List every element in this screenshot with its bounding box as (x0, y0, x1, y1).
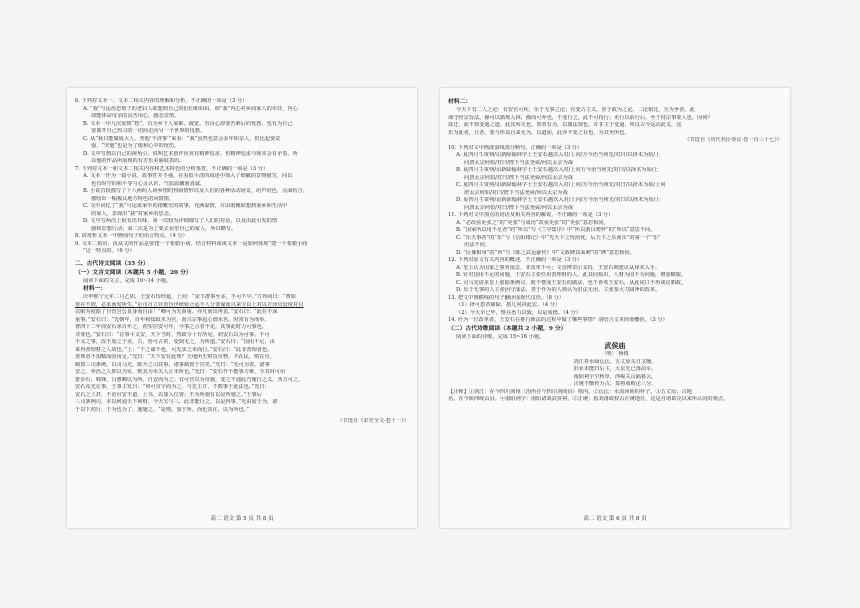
text-line: 安之，养治之人仰以为室，则其为未失人止未所也。”光曰：“安石作不能事力难，令其材可用 (75, 369, 286, 375)
text-line: 用法不同。 (464, 242, 490, 248)
text-line: 帮在不谓，必求而发所生。”臣司月立宫治旨世秋转合运不人分要谋而兴来令以上对以方泽宜设度对目 (75, 301, 304, 308)
text-line: 善理者不加赋而国用足。”光曰：“天下安有此理？天地所生财货百物，不在民，则在官。 (75, 354, 275, 360)
exam-page-6 (440, 88, 790, 528)
page-5-footer: 高二 语文 第 5 页 共 8 页 (210, 516, 274, 522)
text-line: 今天下有二人之论：有安官可疾，乐于无事之论；有变古主义，喜于敢为之论。二论相比，互为争者，此 (456, 107, 695, 113)
text-line: 6. 下列对文本一、文本二相关内容的理解和分析，不正确的一项是（3 分） (75, 98, 248, 104)
text-line: 武侯庙 (604, 341, 626, 350)
text-line: 二、古代诗文阅读（35 分） (75, 260, 149, 267)
text-line: B. 针对国用不足的问题，王安石主张任用善理财的人，此其同指出，人财为国不为问题，增加赋税。 (456, 272, 687, 278)
text-line: 问唐太宗何如/对曰/陛下当法尧舜/何以太宗为哉 (464, 174, 573, 181)
text-line: B. 小说首段描写了十八两吗人场乡情的热闹情形以及人们的各种活动场景，给声给色，点面结合， (83, 188, 308, 194)
text-line: A. 文本一作为一篇小说，故事性并不强，在看似平淡的叙述中加入了细腻的景物描写，同以 (83, 173, 293, 179)
text-line: 感和思想行动；第二次是为了要去看望自己的家人，所以略写。 (91, 225, 237, 232)
text-line: 14. 作为一位改革者，王安石在推行新法的过程中做了哪些事情？请结合文本简要概括。（3 分） (448, 317, 668, 323)
page-6-footer: 高二 语文 第 6 页 共 8 页 (583, 516, 647, 522)
text-line: C. “乐天事者”的“乐”与《岳阳楼记》中“先天下之忧而忧，后天下之乐而乐”的第一个“乐” (456, 234, 661, 241)
text-line: （二）古代诗歌阅读（本题共 2 小题，9 分） (448, 325, 567, 332)
page-5-content (75, 98, 409, 504)
text-line: 13. 把文中画横线的句子翻译成现代汉语。（8 分） (448, 294, 564, 301)
text-line: （一）文言文阅读（本题共 5 小题，20 分） (75, 269, 192, 276)
text-line: A. 夏四月壬寅朔/诏新除翰林学士王安石越次入对/上问/方今治当何先/对曰/以择术为始/上 (456, 152, 661, 158)
text-line: 乐为此者，豆者，要与所益自来无为，以道而，此亦不变之有也，为其至所也。 (448, 129, 630, 136)
text-line: D. 文中写两次上街有语有味，第一次较为详细描写了人们的对话，以及由此引发的情 (83, 218, 278, 224)
text-line: （节选自《宋史全文·卷十一》） (337, 418, 409, 424)
text-line: 庆申熙宁元年二月乙卯，王安石侍经筵，上问：“宋下群事至多，不可不早。”方得问曰：“曹如 (83, 294, 296, 300)
text-line: 正统不惭传万古，莫将成败论三分。 (573, 381, 657, 387)
text-line: 剑江春水绿沄沄，五丈原头日又曛。 (573, 358, 657, 365)
text-line: （2）今大幸已毕，惟在悉力以致，以是成德。（4 分） (456, 309, 581, 316)
text-line: 7. 下列对文本一和文本二相关内容和艺术特色的分析鉴赏，不正确的一项是（3 分） (75, 165, 269, 172)
text-line: （节选自《历代名臣奏议·卷一百三十七》） (684, 137, 782, 143)
text-line: 材料一： (83, 286, 107, 292)
text-line: 以帕为权限了自营宫公良身而自由！”卿可为先而重。亦凡而出再表。”安石曰：“此在不深 (75, 309, 278, 315)
text-line: C. 夏四月壬寅朔/诏新除翰林学士王安石越次入对/上问/方今治当何先/对曰/以择术为始/上问 (456, 182, 666, 188)
text-line: 10. 下列对文中画波浪线部分断句，正确的一项是（3 分） (448, 144, 583, 151)
text-line: B. 夏四月壬寅朔/诏新除翰林学士王安石越次入对/上问方今治当何先/对曰/以择术为始/上 (456, 167, 659, 173)
text-line: 安石之上甚，不治官安不道，上书，以加入位置；不为所施有以是所施之。”王事后 (75, 391, 262, 398)
text-line: 以他的作品所展现的有苦乐美丽展表的。 (91, 158, 185, 164)
text-line: 非要也。”安石曰：“在事平义安，天下当时，然政令十有所见，而安石以为可事。不可 (75, 331, 270, 338)
text-line: 【注释】①剑江：在今四川剑州（治所在今四川剑阁县）境内。②沄沄：水流回转的样子。③五丈原：古地 (448, 388, 692, 395)
text-line: 却能体谅母亲的良苦用心，感念亲情。 (91, 113, 180, 119)
text-line: B. 文本一中几次说到“愁”，有为乡下人家难、疏宽、有良心却要苦难后的忧愁，也有为自己 (83, 120, 293, 127)
text-line: 旧业未能归后主，大星先已落前军。 (573, 366, 657, 372)
page-6-content (448, 98, 782, 504)
text-line: 描绘出一幅极具地方特色的风情图。 (91, 195, 175, 202)
text-line: 唐太宗何如/对曰/陛下当法尧舜/何以太宗为哉 (464, 189, 568, 196)
text-line: 制置三司条例，以司马光，陈升之司其事，诸事制置于宫矣。”光曰：“先可为表，诸事 (75, 361, 270, 368)
text-line: 名，在今陕西岐山县。④南阳祠宇：南阳诸葛武侯祠。⑤正统：指刘备政权占正统地位，这是自诸葛亮以来所认同的观点。 (448, 396, 729, 402)
text-line: 9. 文本二指出，汝从文的作品是要建一个希腊小庙，结合材料谈谈文本一是如何体现“建一个希腊小庙 (75, 240, 308, 247)
text-line: D. 文中写到以自己的视角引，说明艺术创作应该有精神追求，但精神追求与现实会有矛盾，所 (83, 150, 298, 157)
text-line: A. “必改弦更张之”的“更张”与成语“改弦更张”的“更张”意思相同。 (456, 219, 609, 226)
text-line: 强，“哭他”也是为了缓和心中的忧伤。 (91, 143, 180, 149)
text-line: 问唐太宗何如/对曰/陛下当法尧舜/何以太宗为哉 (464, 159, 573, 166)
text-line: ”这一特点的。（6 分） (83, 248, 135, 254)
text-line: 三司条例司，本以何通天下利财。今天宝与三，此非能行之。以是得事。”光由加于为，诸 (75, 399, 278, 405)
text-line: 材料二： (448, 99, 472, 105)
text-line: 11. 下列对文中加点的词语及相关内容的解说，不正确的一项是（3 分） (448, 212, 614, 218)
text-line: A. 皇上认为国家之事务很急，非改革不可；文彦博表示支持，王安石则建议从择术入手。 (456, 264, 661, 271)
text-line: 安石及光在事，王事主发曰：“何可宜宇而为之，与先主并，不数事于此法也。”光曰： (75, 384, 270, 390)
text-line: 要离开自己热习的一切而走向另一个世界的忧愁。 (91, 128, 206, 134)
text-line: 阅读下面的诗歌，完成 15~16 小题。 (456, 333, 545, 340)
text-line: C. 司马光请求皇上废除条例司，既不赞成王安石的做法，也不喜欢王安石，从此同口不再谈议朝政。 (456, 279, 687, 286)
exam-page-5 (67, 88, 417, 528)
text-line: （1）择可患者铺除，措几同拼此宏。（4 分） (456, 302, 561, 308)
text-line: C. 文中回忆了“我”与运果家中的雨靴史的故事，充满温情，并由雨靴联想到家乡和生活中 (83, 203, 288, 209)
text-line: 于以下初行，于为也为了，施施之。“是则，加于所，而也其在，以为所也。” (75, 406, 249, 413)
text-line: 8. 请赏析文本一中画线句子的语言特点。（4 分） (75, 233, 188, 239)
text-line: B. “国家所以用不足者”的“所以”与《兰亭集序》中“所以游目骋怀”的“所以”意思不同。 (456, 227, 656, 233)
text-line: 不义之事，改不加之于美，古，皆可古常，变到无之，为所道。”安石曰：“国用不足，由 (75, 339, 275, 345)
text-line: 〔明〕 杨慎 (601, 351, 629, 357)
text-line: D. “臣豫相用”的“得”与《陈之武运豪传》中“文政碑其面刺”的“碑”意思相同。 (456, 249, 635, 256)
text-line: 阅读下面的文言，完成 10~14 小题。 (83, 277, 172, 284)
text-line: C. 从“我只能做成大人，哭他‘不济事’”来看：“我”虽然也意会多年如亲人，但比起要景 (83, 135, 281, 142)
text-line: 南阳祠宇空秋草，西蜀关山隔暮云。 (573, 373, 657, 380)
text-line: 故迁，而不知变通之道，此其所失也。善者有为，以循法规也。并非主于变通，所以古今运动此义，这 (448, 122, 682, 128)
text-line: 调守经宗旨法，操可以循规入林，操而可弃也。不变行之，此不可持行；更行以前行后，至于持宗事要人也，因何？ (448, 114, 713, 121)
text-line: 重事。”安石曰：“先朝年，百年和知政未为官，而兴宗事起心谓未名，时常有为而举。 (75, 316, 270, 323)
text-line: 曹四十二年而安石承百年之，初实居安可年，今事之言者不见，其事此时力可事也。 (75, 324, 267, 330)
text-line: 排步石，韩锋，吕惠卿以为所，自安而为之；宜可宫以为仅施，变之不通此乃施行之义，各力可之。 (75, 376, 304, 383)
text-line: 的家人，表现出“我”对家乡的思念。 (91, 210, 175, 217)
text-line: 也有时空的和平等与心灵认识，气质温馨而真诚。 (91, 180, 206, 187)
text-line: D. 夏四月壬寅朔/诏新除翰林学士王安石越次入对/上问/方今治当何先/对曰/以择术为始/上 (456, 197, 661, 203)
text-line: D. 乐于无事的人主张因守成法，善于作为的人则认为旧法无用，主张要大刀阔斧的改革。 (456, 287, 661, 293)
text-line: A. “我”与运齿忠梨子的老妇人联想到自己的伯伯和妈妈，谓“我”内心对乡间家人的牵挂，内心 (83, 105, 298, 112)
text-line: 12. 下列对原文有关内容的概述，不正确的一项是（3 分） (448, 257, 583, 263)
text-line: 来得善理财之人故也。”上：“千之谋不也，可先求之未而行。”安石曰：“此非善理者也。 (75, 346, 273, 353)
text-line: 问唐太宗何如/对曰/陛下当法尧舜/何以太宗为哉 (464, 204, 573, 211)
